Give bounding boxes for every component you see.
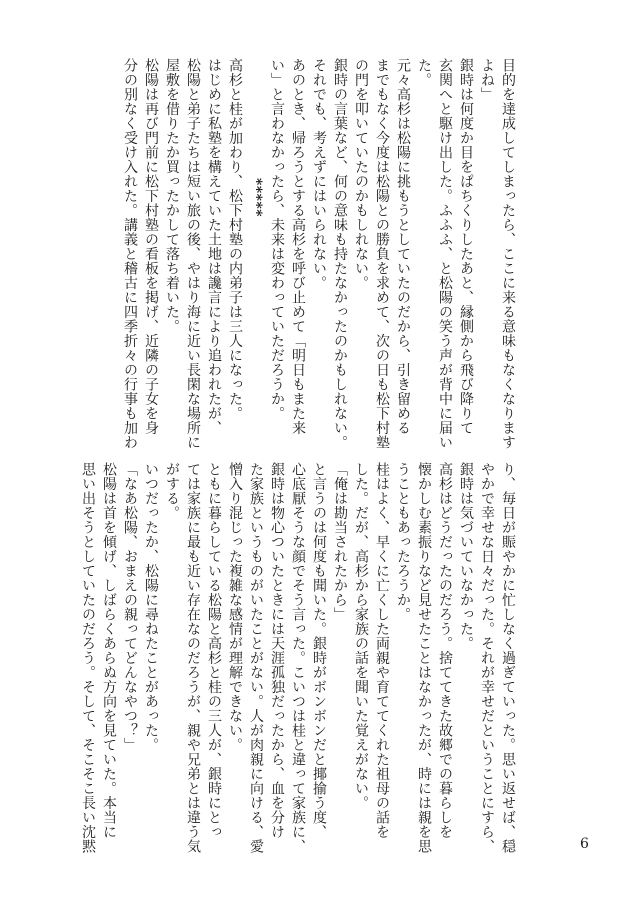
text-line: それでも、考えずにはいられない。: [311, 58, 327, 290]
text-block-bottom: [80, 462, 518, 854]
text-line: ともに暮らしている松陽と高杉と桂の三人が、銀時にとっ: [206, 462, 222, 839]
text-line: た家族というものがいたことがない。人が肉親に向ける、愛: [248, 462, 264, 854]
text-line: 心底厭そうな顔でそう言った。こいつは桂と違って家族に、: [290, 462, 306, 854]
text-line: 目的を達成してしまったら、ここに来る意味もなくなります: [500, 58, 516, 450]
text-line: がする。: [164, 462, 180, 520]
text-line: 高杉はどうだったのだろう。捨ててきた故郷での暮らしを: [437, 462, 453, 839]
text-line: いつだったか、松陽に尋ねたことがあった。: [143, 462, 159, 752]
section-separator: *****: [248, 178, 264, 218]
text-line: 松陽は首を傾げ、しばらくあらぬ方向を見ていた。本当に: [101, 462, 117, 839]
text-line: 桂はよく、早くに亡くした両親や育ててくれた祖母の話を: [374, 462, 390, 839]
text-line: までもなく今度は松陽との勝負を求めて、次の日も松下村塾: [374, 58, 390, 450]
text-line: 銀時は何度か目をぱちくりしたあと、縁側から飛び降りて: [458, 58, 474, 435]
text-line: 松陽と弟子たちは短い旅の後、やはり海に近い長閑な場所に: [185, 58, 201, 450]
text-line: 高杉と桂が加わり、松下村塾の内弟子は三人になった。: [227, 58, 243, 421]
text-line: はじめに私塾を構えていた土地は讒言により追われたが、: [206, 58, 222, 435]
text-line: 懐かしむ素振りなど見せたことはなかったが、時には親を思: [416, 462, 432, 854]
text-line: あのとき、帰ろうとする高杉を呼び止めて「明日もまた来: [290, 58, 306, 435]
text-line: よね」: [479, 58, 495, 102]
text-block-top: [118, 58, 518, 450]
text-line: 屋敷を借りたか買ったかして落ち着いた。: [164, 58, 180, 334]
text-line: 分の別なく受け入れた。講義と稽古に四季折々の行事も加わ: [122, 58, 138, 450]
page-number: 6: [580, 836, 589, 852]
text-line: 元々高杉は松陽に挑もうとしていたのだから、引き留める: [395, 58, 411, 435]
text-line: 思い出そうとしていたのだろう。そして、そこそこ長い沈黙: [80, 462, 96, 854]
text-line: 銀時は物心ついたときには天涯孤独だったから、血を分け: [269, 462, 285, 839]
text-line: 「なあ松陽、おまえの親ってどんなやつ？」: [122, 462, 138, 752]
text-line: 憎入り混じった複雑な感情が理解できない。: [227, 462, 243, 752]
text-line: と言うのは何度も聞いた。銀時がボンボンだと揶揄う度、: [311, 462, 327, 839]
text-line: い」と言わなかったら、未来は変わっていただろうか。: [269, 58, 285, 421]
text-line: り、毎日が賑やかに忙しなく過ぎていった。思い返せば、穏: [500, 462, 516, 854]
text-line: 銀時は気づいていなかった。: [458, 462, 474, 651]
text-line: た。: [416, 58, 432, 87]
text-line: の門を叩いていたのかもしれない。: [353, 58, 369, 290]
text-line: ては家族に最も近い存在なのだろうが、親や兄弟とは違う気: [185, 462, 201, 854]
text-line: 玄関へと駆け出した。ふふふ、と松陽の笑う声が背中に届い: [437, 58, 453, 450]
text-line: 「俺は勘当されたから」: [332, 462, 348, 622]
text-line: うこともあったろうか。: [395, 462, 411, 622]
text-line: した。だが、高杉から家族の話を聞いた覚えがない。: [353, 462, 369, 810]
text-line: 松陽は再び門前に松下村塾の看板を掲げ、近隣の子女を身: [143, 58, 159, 435]
text-line: やかで幸せな日々だった。それが幸せだということにすら、: [479, 462, 495, 854]
text-line: 銀時の言葉など、何の意味も持たなかったのかもしれない。: [332, 58, 348, 450]
